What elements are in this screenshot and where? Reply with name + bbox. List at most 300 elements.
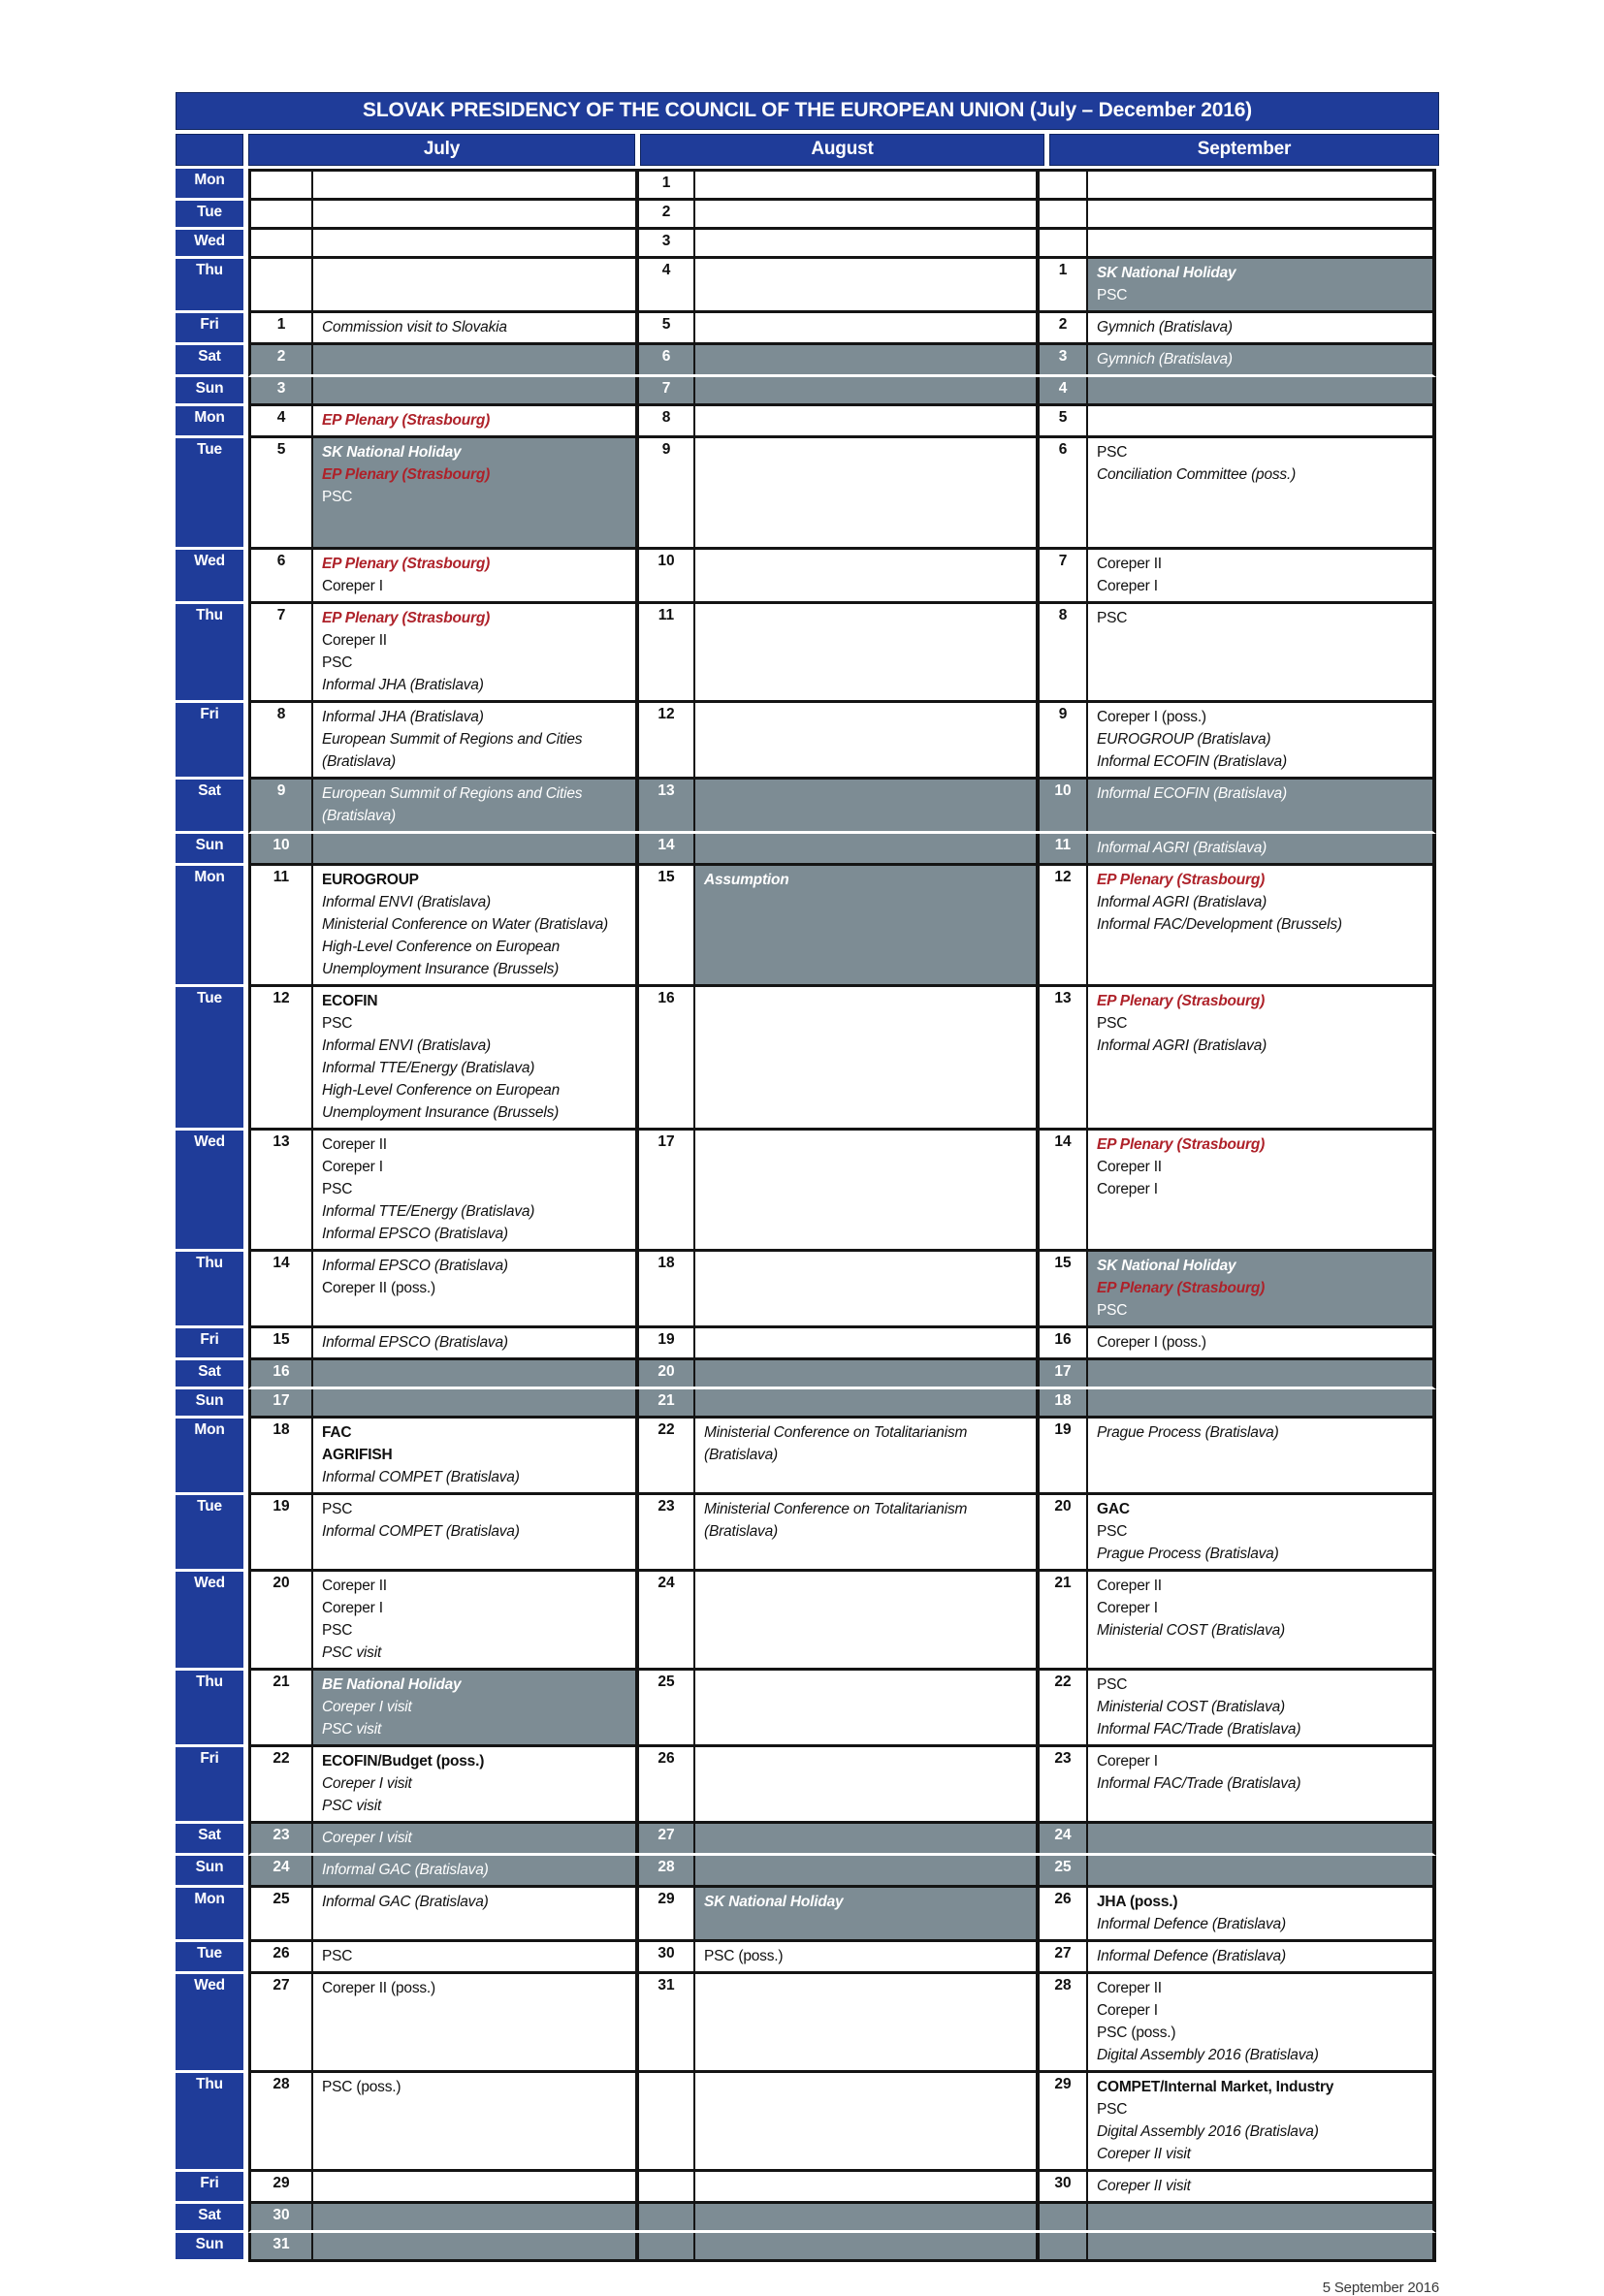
day-label: Mon — [176, 406, 243, 438]
events-cell — [1086, 1888, 1432, 1939]
events-cell — [311, 987, 635, 1128]
events-cell — [1086, 1747, 1432, 1821]
date-cell: 25 — [1036, 1856, 1086, 1885]
events-cell — [1086, 2233, 1432, 2259]
row-grid — [248, 834, 1436, 866]
events-cell — [693, 1671, 1036, 1744]
events-cell — [311, 834, 635, 863]
date-cell — [251, 230, 311, 256]
event-entry: PSC — [1097, 2101, 1128, 2118]
row-grid — [248, 230, 1436, 259]
event-entry: Coreper I visit — [322, 1830, 412, 1846]
events-cell — [1086, 834, 1432, 863]
day-label: Mon — [176, 1888, 243, 1942]
events-cell — [311, 866, 635, 984]
events-cell — [311, 2073, 635, 2169]
date-cell: 12 — [635, 703, 693, 777]
day-label: Thu — [176, 604, 243, 703]
calendar-row — [176, 1974, 1439, 2073]
date-cell: 8 — [276, 706, 286, 722]
date-cell — [1036, 230, 1086, 256]
event-entry: Coreper I — [1097, 578, 1158, 594]
row-grid — [248, 1131, 1436, 1252]
event-entry: Informal FAC/Development (Brussels) — [1097, 916, 1342, 933]
calendar-row — [176, 313, 1439, 345]
date-cell: 30 — [1036, 2172, 1086, 2201]
event-entry: Informal FAC/Trade (Bratislava) — [1097, 1775, 1301, 1792]
events-cell — [311, 1974, 635, 2070]
row-grid — [248, 313, 1436, 345]
day-label: Fri — [176, 313, 243, 345]
date-cell: 20 — [1036, 1495, 1086, 1569]
event-entry: PSC — [322, 1948, 353, 1964]
row-grid — [248, 1328, 1436, 1360]
event-entry: Informal ECOFIN (Bratislava) — [1097, 785, 1287, 802]
events-cell — [311, 377, 635, 403]
day-label: Fri — [176, 1747, 243, 1824]
date-cell: 5 — [1036, 406, 1086, 435]
event-entry: European Summit of Regions and Cities (Bratislava) — [322, 731, 583, 770]
event-entry: Coreper I (poss.) — [1097, 709, 1206, 725]
date-cell: 3 — [1036, 345, 1086, 374]
event-entry: Conciliation Committee (poss.) — [1097, 466, 1297, 483]
date-cell: 5 — [276, 441, 286, 458]
events-cell — [693, 1495, 1036, 1569]
date-cell: 11 — [273, 869, 290, 885]
event-entry: EP Plenary (Strasbourg) — [322, 412, 491, 429]
events-cell — [1086, 1942, 1432, 1971]
events-cell — [693, 987, 1036, 1128]
events-cell — [311, 1389, 635, 1416]
date-cell: 8 — [635, 406, 693, 435]
events-cell — [1086, 259, 1432, 310]
event-entry: Coreper II (poss.) — [322, 1980, 435, 1996]
events-cell — [311, 604, 635, 700]
calendar-row — [176, 550, 1439, 604]
event-entry: PSC — [322, 1181, 353, 1197]
events-cell — [693, 1942, 1036, 1971]
events-cell — [693, 2233, 1036, 2259]
event-entry: Commission visit to Slovakia — [322, 319, 507, 335]
events-cell — [1086, 1419, 1432, 1492]
row-grid — [248, 259, 1436, 313]
date-cell: 2 — [251, 345, 311, 374]
events-cell — [1086, 377, 1432, 403]
events-cell — [311, 1856, 635, 1885]
event-entry: Coreper II (poss.) — [322, 1280, 435, 1296]
event-entry: EP Plenary (Strasbourg) — [322, 610, 491, 626]
events-cell — [311, 1360, 635, 1387]
day-label: Thu — [176, 2073, 243, 2172]
event-entry: Informal Defence (Bratislava) — [1097, 1916, 1286, 1932]
events-cell — [693, 1360, 1036, 1387]
event-entry: PSC — [322, 1015, 353, 1032]
day-label: Wed — [176, 230, 243, 259]
event-entry: AGRIFISH — [322, 1447, 393, 1463]
date-cell: 1 — [1036, 259, 1086, 310]
events-cell — [311, 1942, 635, 1971]
day-label: Sun — [176, 1856, 243, 1888]
event-entry: PSC — [1097, 1015, 1128, 1032]
events-cell — [311, 780, 635, 831]
events-cell — [693, 2073, 1036, 2169]
event-entry: High-Level Conference on European Unemployment Insurance (Brussels) — [322, 1082, 561, 1121]
events-cell — [693, 406, 1036, 435]
calendar-row — [176, 2233, 1439, 2262]
event-entry: EUROGROUP (Bratislava) — [1097, 731, 1271, 748]
event-entry: SK National Holiday — [1097, 265, 1236, 281]
date-cell: 19 — [1036, 1419, 1086, 1492]
event-entry: ECOFIN — [322, 993, 378, 1009]
events-cell — [1086, 1671, 1432, 1744]
row-grid — [248, 1942, 1436, 1974]
events-cell — [311, 201, 635, 227]
calendar-row — [176, 201, 1439, 230]
date-cell: 6 — [635, 345, 693, 374]
events-cell — [311, 703, 635, 777]
date-cell: 15 — [273, 1331, 290, 1348]
event-entry: SK National Holiday — [704, 1894, 844, 1910]
row-grid — [248, 406, 1436, 438]
calendar-row — [176, 2073, 1439, 2172]
event-entry: Informal Defence (Bratislava) — [1097, 1948, 1286, 1964]
event-entry: EP Plenary (Strasbourg) — [322, 466, 491, 483]
events-cell — [693, 201, 1036, 227]
date-cell: 28 — [273, 2076, 290, 2092]
events-cell — [1086, 550, 1432, 601]
event-entry: PSC — [322, 489, 353, 505]
calendar-row — [176, 987, 1439, 1131]
day-label: Sun — [176, 834, 243, 866]
date-cell — [1036, 172, 1086, 198]
day-column-header — [176, 134, 243, 166]
day-label: Tue — [176, 987, 243, 1131]
row-grid — [248, 703, 1436, 780]
event-entry: Informal AGRI (Bratislava) — [1097, 894, 1267, 910]
date-cell: 15 — [635, 866, 693, 984]
day-label: Tue — [176, 1942, 243, 1974]
event-entry: PSC — [1097, 1302, 1128, 1319]
event-entry: Informal ENVI (Bratislava) — [322, 894, 491, 910]
events-cell — [1086, 987, 1432, 1128]
date-cell: 19 — [273, 1498, 290, 1515]
events-cell — [311, 406, 635, 435]
events-cell — [693, 2172, 1036, 2201]
date-cell: 17 — [251, 1389, 311, 1416]
date-cell — [635, 2172, 693, 2201]
date-cell: 14 — [635, 834, 693, 863]
event-entry: BE National Holiday — [322, 1676, 462, 1693]
event-entry: EP Plenary (Strasbourg) — [1097, 872, 1266, 888]
row-grid — [248, 2204, 1436, 2233]
date-cell: 13 — [273, 1133, 290, 1150]
date-cell: 19 — [635, 1328, 693, 1357]
event-entry: Informal AGRI (Bratislava) — [1097, 840, 1267, 856]
event-entry: Informal EPSCO (Bratislava) — [322, 1226, 508, 1242]
date-cell: 29 — [1036, 2073, 1086, 2169]
date-cell: 10 — [1036, 780, 1086, 831]
event-entry: Coreper I — [1097, 1181, 1158, 1197]
row-grid — [248, 1495, 1436, 1572]
event-entry: Coreper I — [1097, 2002, 1158, 2019]
events-cell — [1086, 866, 1432, 984]
row-grid — [248, 1824, 1436, 1856]
day-label: Tue — [176, 438, 243, 550]
date-cell: 14 — [273, 1255, 290, 1271]
row-grid — [248, 866, 1436, 987]
event-entry: Coreper I visit — [322, 1775, 412, 1792]
date-cell: 16 — [1036, 1328, 1086, 1357]
calendar-row — [176, 1747, 1439, 1824]
events-cell — [693, 550, 1036, 601]
date-cell: 14 — [1036, 1131, 1086, 1249]
date-cell: 28 — [635, 1856, 693, 1885]
event-entry: Coreper II — [1097, 556, 1162, 572]
calendar-row — [176, 377, 1439, 406]
day-label: Sat — [176, 2204, 243, 2233]
date-cell: 25 — [273, 1891, 290, 1907]
events-cell — [1086, 406, 1432, 435]
events-cell — [693, 230, 1036, 256]
date-cell — [635, 2204, 693, 2230]
calendar-row — [176, 1942, 1439, 1974]
calendar-row — [176, 1328, 1439, 1360]
calendar-row — [176, 406, 1439, 438]
events-cell — [693, 780, 1036, 831]
date-cell — [1036, 2233, 1086, 2259]
date-cell: 8 — [1036, 604, 1086, 700]
date-cell: 2 — [635, 201, 693, 227]
row-grid — [248, 345, 1436, 377]
calendar-row — [176, 230, 1439, 259]
date-cell: 17 — [1036, 1360, 1086, 1387]
calendar-row — [176, 1360, 1439, 1389]
event-entry: GAC — [1097, 1501, 1130, 1517]
date-cell: 9 — [635, 438, 693, 547]
date-cell: 29 — [273, 2175, 290, 2191]
date-cell: 23 — [251, 1824, 311, 1853]
date-cell: 18 — [635, 1252, 693, 1325]
event-entry: Informal EPSCO (Bratislava) — [322, 1258, 508, 1274]
row-grid — [248, 1671, 1436, 1747]
event-entry: PSC — [1097, 1523, 1128, 1540]
events-cell — [693, 1824, 1036, 1853]
row-grid — [248, 2073, 1436, 2172]
event-entry: PSC — [322, 1501, 353, 1517]
row-grid — [248, 987, 1436, 1131]
month-header-row — [176, 134, 1439, 166]
month-header-july: July — [248, 134, 635, 166]
month-header-august: August — [640, 134, 1044, 166]
event-entry: Informal JHA (Bratislava) — [322, 677, 484, 693]
date-cell: 7 — [276, 607, 286, 623]
date-cell: 18 — [1036, 1389, 1086, 1416]
events-cell — [693, 2204, 1036, 2230]
event-entry: Informal GAC (Bratislava) — [322, 1862, 489, 1878]
date-cell: 20 — [273, 1575, 290, 1591]
row-grid — [248, 1252, 1436, 1328]
date-cell: 3 — [251, 377, 311, 403]
row-grid — [248, 780, 1436, 834]
event-entry: Coreper I — [1097, 1600, 1158, 1616]
events-cell — [311, 1888, 635, 1939]
day-label: Thu — [176, 1252, 243, 1328]
day-label: Tue — [176, 201, 243, 230]
date-cell — [1036, 2204, 1086, 2230]
date-cell: 21 — [1036, 1572, 1086, 1668]
event-entry: Ministerial Conference on Totalitarianism (Bratislava) — [704, 1501, 968, 1540]
row-grid — [248, 438, 1436, 550]
event-entry: Informal JHA (Bratislava) — [322, 709, 484, 725]
day-label: Sat — [176, 780, 243, 834]
date-cell: 4 — [276, 409, 286, 426]
day-label: Sun — [176, 2233, 243, 2262]
date-cell: 25 — [635, 1671, 693, 1744]
day-label: Sat — [176, 1824, 243, 1856]
date-cell: 11 — [1036, 834, 1086, 863]
event-entry: PSC visit — [322, 1721, 382, 1738]
date-cell — [635, 2233, 693, 2259]
event-entry: High-Level Conference on European Unemployment Insurance (Brussels) — [322, 939, 561, 977]
event-entry: Informal COMPET (Bratislava) — [322, 1469, 520, 1485]
date-cell: 30 — [635, 1942, 693, 1971]
event-entry: Gymnich (Bratislava) — [1097, 319, 1233, 335]
events-cell — [693, 866, 1036, 984]
events-cell — [311, 2233, 635, 2259]
events-cell — [693, 1888, 1036, 1939]
date-cell: 23 — [1036, 1747, 1086, 1821]
events-cell — [311, 345, 635, 374]
event-entry: Ministerial COST (Bratislava) — [1097, 1622, 1286, 1639]
events-cell — [311, 1824, 635, 1853]
event-entry: Informal ECOFIN (Bratislava) — [1097, 753, 1287, 770]
event-entry: Informal ENVI (Bratislava) — [322, 1037, 491, 1054]
date-cell — [251, 259, 311, 310]
date-cell: 3 — [635, 230, 693, 256]
presidency-calendar — [176, 92, 1439, 2262]
date-cell — [251, 172, 311, 198]
event-entry: Assumption — [704, 872, 789, 888]
events-cell — [311, 2172, 635, 2201]
row-grid — [248, 1888, 1436, 1942]
date-cell: 15 — [1036, 1252, 1086, 1325]
date-cell: 23 — [635, 1495, 693, 1569]
date-cell: 6 — [1036, 438, 1086, 547]
events-cell — [1086, 1328, 1432, 1357]
calendar-body — [176, 169, 1439, 2262]
events-cell — [1086, 313, 1432, 342]
row-grid — [248, 201, 1436, 230]
date-cell: 17 — [635, 1131, 693, 1249]
row-grid — [248, 2172, 1436, 2204]
calendar-title: SLOVAK PRESIDENCY OF THE COUNCIL OF THE EUROPEAN UNION (July – December 2016) — [176, 92, 1439, 130]
calendar-row — [176, 169, 1439, 201]
date-cell: 22 — [273, 1750, 290, 1767]
events-cell — [693, 313, 1036, 342]
date-cell: 12 — [273, 990, 290, 1006]
events-cell — [1086, 1252, 1432, 1325]
events-cell — [693, 172, 1036, 198]
events-cell — [311, 550, 635, 601]
calendar-row — [176, 345, 1439, 377]
day-label: Fri — [176, 2172, 243, 2204]
day-label: Mon — [176, 169, 243, 201]
events-cell — [1086, 780, 1432, 831]
date-cell: 1 — [276, 316, 286, 333]
date-cell: 5 — [635, 313, 693, 342]
event-entry: Coreper I — [322, 1600, 383, 1616]
events-cell — [693, 345, 1036, 374]
calendar-row — [176, 259, 1439, 313]
date-cell: 4 — [635, 259, 693, 310]
events-cell — [1086, 1974, 1432, 2070]
date-cell: 22 — [635, 1419, 693, 1492]
events-cell — [311, 1671, 635, 1744]
event-entry: Coreper I — [1097, 1753, 1158, 1770]
date-cell: 4 — [1036, 377, 1086, 403]
date-cell: 7 — [635, 377, 693, 403]
event-entry: PSC visit — [322, 1644, 382, 1661]
event-entry: SK National Holiday — [1097, 1258, 1236, 1274]
row-grid — [248, 1389, 1436, 1419]
events-cell — [693, 1328, 1036, 1357]
event-entry: Informal AGRI (Bratislava) — [1097, 1037, 1267, 1054]
events-cell — [693, 438, 1036, 547]
row-grid — [248, 1856, 1436, 1888]
day-label: Tue — [176, 1495, 243, 1572]
footer-date: 5 September 2016 — [1322, 2280, 1439, 2296]
event-entry: ECOFIN/Budget (poss.) — [322, 1753, 485, 1770]
date-cell: 18 — [273, 1421, 290, 1438]
events-cell — [693, 1747, 1036, 1821]
date-cell: 21 — [273, 1674, 290, 1690]
day-label: Wed — [176, 1974, 243, 2073]
day-label: Sun — [176, 1389, 243, 1419]
event-entry: Coreper II — [322, 632, 387, 649]
row-grid — [248, 1360, 1436, 1389]
calendar-row — [176, 2204, 1439, 2233]
day-label: Fri — [176, 1328, 243, 1360]
row-grid — [248, 1572, 1436, 1671]
events-cell — [1086, 1131, 1432, 1249]
events-cell — [311, 1747, 635, 1821]
calendar-row — [176, 1856, 1439, 1888]
events-cell — [693, 1389, 1036, 1416]
event-entry: Ministerial COST (Bratislava) — [1097, 1699, 1286, 1715]
day-label: Thu — [176, 259, 243, 313]
date-cell: 31 — [251, 2233, 311, 2259]
events-cell — [1086, 172, 1432, 198]
event-entry: Coreper II — [1097, 1578, 1162, 1594]
event-entry: Informal TTE/Energy (Bratislava) — [322, 1203, 535, 1220]
date-cell: 29 — [635, 1888, 693, 1939]
calendar-row — [176, 1824, 1439, 1856]
event-entry: Coreper II — [322, 1136, 387, 1153]
calendar-row — [176, 1419, 1439, 1495]
row-grid — [248, 169, 1436, 201]
events-cell — [693, 377, 1036, 403]
date-cell: 26 — [1036, 1888, 1086, 1939]
event-entry: Coreper I (poss.) — [1097, 1334, 1206, 1351]
event-entry: Gymnich (Bratislava) — [1097, 351, 1233, 367]
event-entry: PSC visit — [322, 1798, 382, 1814]
event-entry: Prague Process (Bratislava) — [1097, 1424, 1279, 1441]
event-entry: EP Plenary (Strasbourg) — [1097, 993, 1266, 1009]
calendar-row — [176, 1671, 1439, 1747]
events-cell — [1086, 703, 1432, 777]
date-cell: 6 — [276, 553, 286, 569]
calendar-row — [176, 1252, 1439, 1328]
